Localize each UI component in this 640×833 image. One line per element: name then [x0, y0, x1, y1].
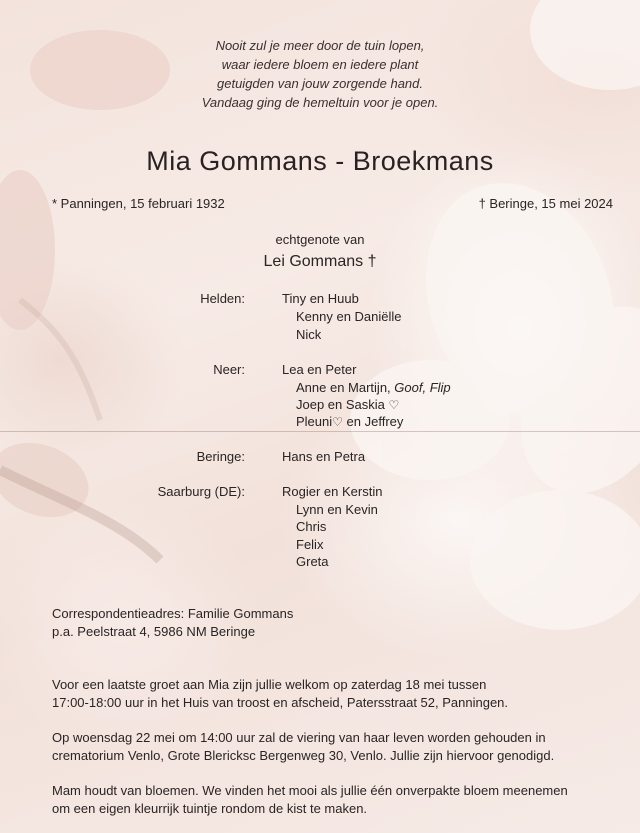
family-child — [296, 414, 403, 429]
address-line: p.a. Peelstraat 4, 5986 NM Beringe — [52, 624, 256, 639]
family-place-helden: Helden: — [200, 291, 245, 306]
paragraph-line: Voor een laatste groet aan Mia zijn jullie welkom op zaterdag 18 mei tussen — [52, 677, 487, 692]
poem-line: Vandaag ging de hemeltuin voor je open. — [201, 95, 439, 110]
visitation-paragraph — [52, 676, 622, 712]
family-place-beringe: Beringe: — [196, 449, 245, 464]
flowers-paragraph — [52, 782, 622, 818]
poem-line: Nooit zul je meer door de tuin lopen, — [215, 38, 425, 53]
poem — [0, 36, 640, 112]
birth-info: * Panningen, 15 februari 1932 — [52, 196, 225, 211]
heart-icon: ♡ — [332, 415, 343, 429]
family-child: Chris — [296, 519, 327, 534]
family-head: Rogier en Kerstin — [282, 484, 383, 499]
paragraph-line: om een eigen kleurrijk tuintje rondom de kist te maken. — [52, 801, 368, 816]
spouse-label: echtgenote van — [275, 232, 365, 247]
child-name: Joep en Saskia — [296, 397, 385, 412]
child-name: Anne en Martijn, — [296, 380, 391, 395]
family-child: Felix — [296, 537, 324, 552]
paragraph-line: Mam houdt van bloemen. We vinden het mooi als jullie één onverpakte bloem meenemen — [52, 783, 568, 798]
child-name: en Jeffrey — [346, 414, 404, 429]
poem-line: waar iedere bloem en iedere plant — [221, 57, 419, 72]
family-head: Lea en Peter — [282, 362, 357, 377]
correspondence-address — [52, 605, 622, 641]
spouse-name: Lei Gommans † — [263, 253, 377, 270]
child-name: Pleuni — [296, 414, 333, 429]
family-child: Kenny en Daniëlle — [296, 309, 402, 324]
pet-names: Goof, Flip — [394, 380, 451, 395]
family-child — [296, 397, 399, 412]
address-line: Correspondentieadres: Familie Gommans — [52, 606, 294, 621]
ceremony-paragraph — [52, 729, 622, 765]
family-child: Lynn en Kevin — [296, 502, 378, 517]
death-info: † Beringe, 15 mei 2024 — [478, 196, 613, 211]
paragraph-line: Op woensdag 22 mei om 14:00 uur zal de viering van haar leven worden gehouden in — [52, 730, 546, 745]
heart-icon: ♡ — [388, 398, 400, 412]
family-head: Tiny en Huub — [282, 291, 359, 306]
poem-line: getuigden van jouw zorgende hand. — [217, 76, 423, 91]
family-child: Greta — [296, 554, 329, 569]
family-place-neer: Neer: — [213, 362, 245, 377]
paragraph-line: 17:00-18:00 uur in het Huis van troost en afscheid, Patersstraat 52, Panningen. — [52, 695, 509, 710]
deceased-name: Mia Gommans - Broekmans — [146, 146, 494, 176]
family-child — [296, 380, 451, 395]
family-child: Nick — [296, 327, 322, 342]
family-head: Hans en Petra — [282, 449, 366, 464]
paragraph-line: crematorium Venlo, Grote Blericksc Bergenweg 30, Venlo. Jullie zijn hiervoor genodigd. — [52, 748, 555, 763]
family-place-saarburg: Saarburg (DE): — [157, 484, 245, 499]
